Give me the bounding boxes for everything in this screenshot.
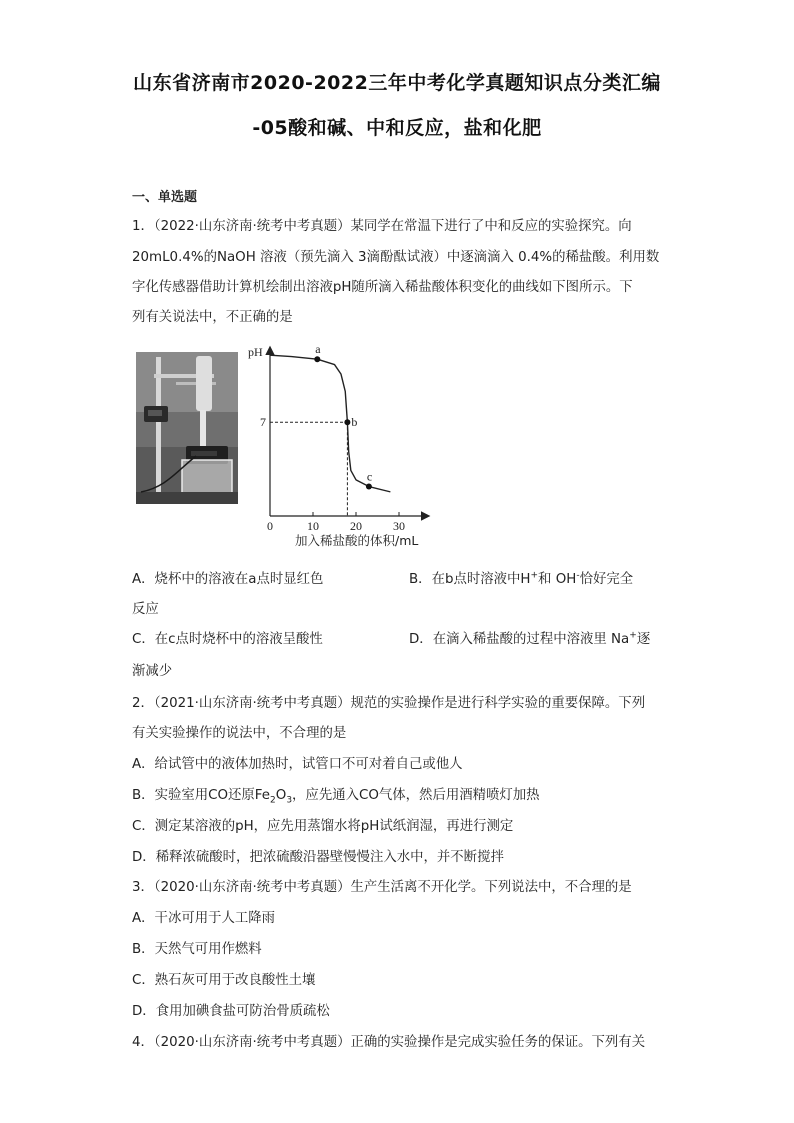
q1-stem-line-2: 20mL0.4%的NaOH 溶液（预先滴入 3滴酚酞试液）中逐滴滴入 0.4%的稀盐酸。利用数 (132, 250, 660, 265)
q1-stem-line-4: 列有关说法中，不正确的是 (132, 310, 293, 325)
document-title-line-2: -05酸和碱、中和反应，盐和化肥 (252, 117, 542, 139)
point-label-a: a (315, 342, 321, 357)
point-label-b: b (351, 415, 358, 430)
ph-chart (240, 340, 440, 550)
q2-stem-line-1: 2．（2021·山东济南·统考中考真题）规范的实验操作是进行科学实验的重要保障。下列 (132, 696, 646, 711)
x-tick-label: 20 (350, 519, 362, 533)
q2-option-d: D．稀释浓硫酸时，把浓硫酸沿器壁慢慢注入水中，并不断搅拌 (132, 850, 504, 865)
q3-option-d: D．食用加碘食盐可防治骨质疏松 (132, 1004, 330, 1019)
q1-stem-line-3: 字化传感器借助计算机绘制出溶液pH随所滴入稀盐酸体积变化的曲线如下图所示。下 (132, 280, 633, 295)
q3-option-a: A．干冰可用于人工降雨 (132, 911, 276, 926)
x-tick-label: 30 (393, 519, 405, 533)
point-c (366, 484, 372, 490)
oh-minus-superscript: - (576, 570, 580, 581)
q2-option-a: A．给试管中的液体加热时，试管口不可对着自己或他人 (132, 757, 463, 772)
q1-stem-line-1: 1．（2022·山东济南·统考中考真题）某同学在常温下进行了中和反应的实验探究。向 (132, 219, 632, 234)
point-a (314, 356, 320, 362)
q3-stem: 3．（2020·山东济南·统考中考真题）生产生活离不开化学。下列说法中，不合理的是 (132, 880, 632, 895)
x-tick-label: 10 (307, 519, 319, 533)
q3-option-b: B．天然气可用作燃料 (132, 942, 262, 957)
q1-option-b-continued: 反应 (132, 602, 159, 617)
q1-option-c: C．在c点时烧杯中的溶液呈酸性 (132, 632, 323, 647)
x-axis-label: 加入稀盐酸的体积/mL (295, 533, 419, 548)
q2-option-c: C．测定某溶液的pH，应先用蒸馏水将pH试纸润湿，再进行测定 (132, 819, 514, 834)
point-b (344, 419, 350, 425)
y-axis-label: pH (248, 345, 263, 359)
x-tick-label: 0 (267, 519, 273, 533)
h-plus-superscript: + (530, 570, 539, 581)
q1-option-d: D．在滴入稀盐酸的过程中溶液里 Na+逐 (409, 630, 651, 647)
ph-curve (270, 355, 390, 492)
section-heading: 一、单选题 (132, 190, 198, 205)
q1-option-a: A．烧杯中的溶液在a点时显红色 (132, 572, 324, 587)
document-title-line-1: 山东省济南市2020-2022三年中考化学真题知识点分类汇编 (133, 72, 661, 94)
q1-option-b: B．在b点时溶液中H+和 OH-恰好完全 (409, 570, 634, 587)
point-label-c: c (366, 469, 373, 484)
q3-option-c: C．熟石灰可用于改良酸性土壤 (132, 973, 316, 988)
q2-option-b: B．实验室用CO还原$Fe_2O_3$，应先通入CO气体，然后用酒精喷灯加热 (132, 788, 540, 806)
q2-stem-line-2: 有关实验操作的说法中，不合理的是 (132, 726, 347, 741)
q4-stem: 4．（2020·山东济南·统考中考真题）正确的实验操作是完成实验任务的保证。下列有关 (132, 1035, 646, 1050)
apparatus-photo (136, 352, 238, 504)
q1-option-d-continued: 渐减少 (132, 664, 173, 679)
na-plus-superscript: + (629, 630, 637, 641)
y-tick-label: 7 (260, 415, 266, 430)
